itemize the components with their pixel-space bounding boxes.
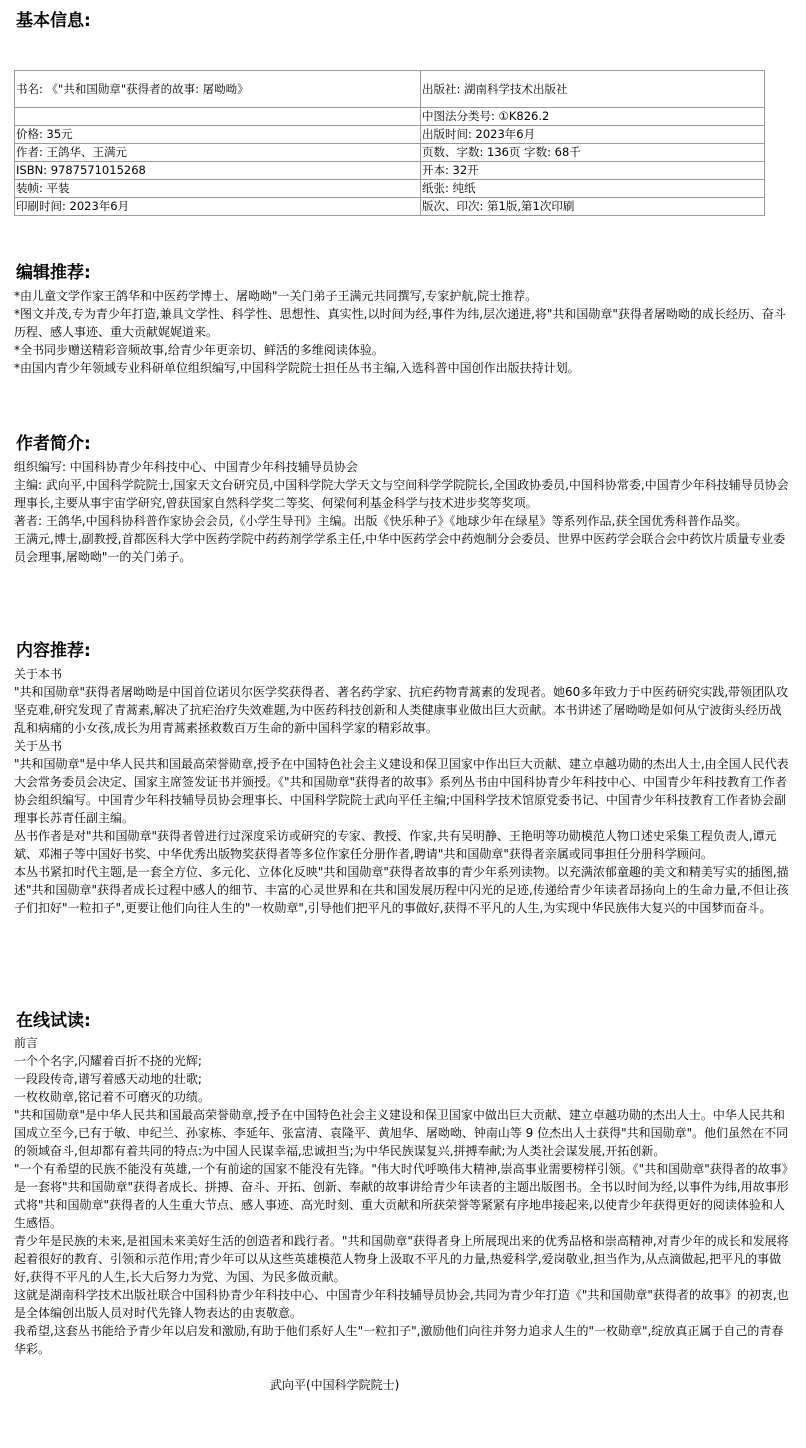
author-intro-body <box>14 458 790 566</box>
table-cell: 版次、印次: 第1版,第1次印刷 <box>421 198 765 216</box>
content-recommend-title: 内容推荐: <box>16 641 91 661</box>
paragraph: 著者: 王鸽华,中国科协科普作家协会会员,《小学生导刊》主编。出版《快乐种子》《地球少年在绿星》等系列作品,获全国优秀科普作品奖。 <box>14 514 748 528</box>
signature: 武向平(中国科学院院士) <box>270 1378 400 1392</box>
table-row <box>15 162 765 180</box>
table-cell: 书名: 《"共和国勋章"获得者的故事: 屠呦呦》 <box>15 71 421 108</box>
paragraph: 一个个名字,闪耀着百折不挠的光辉; <box>14 1054 202 1068</box>
table-row <box>15 126 765 144</box>
paragraph: 一枚枚勋章,铭记着不可磨灭的功绩。 <box>14 1090 210 1104</box>
paragraph: *由国内青少年领域专业科研单位组织编写,中国科学院院士担任丛书主编,入选科普中国创作出版扶持计划。 <box>14 361 580 375</box>
table-cell: 页数、字数: 136页 字数: 68千 <box>421 144 765 162</box>
paragraph: "共和国勋章"是中华人民共和国最高荣誉勋章,授予在中国特色社会主义建设和保卫国家中做出巨大贡献、建立卓越功勋的杰出人士。中华人民共和国成立至今,已有于敏、申纪兰、孙家栋、李延年、张富清、袁隆平、黄旭华、屠呦呦、钟南山等 9 位杰出人士获得"共和国勋章"。他们虽然在不同的领域奋斗,但却都有着共同的特点:为中国人民谋幸福,忠诚担当;为中华民族谋复兴,拼搏奉献;为人类社会谋发展,开拓创新。 <box>14 1108 789 1158</box>
table-cell: 中图法分类号: ①K826.2 <box>421 108 765 126</box>
paragraph: 组织编写: 中国科协青少年科技中心、中国青少年科技辅导员协会 <box>14 460 358 474</box>
table-row <box>15 180 765 198</box>
table-row <box>15 198 765 216</box>
editor-recommend-body <box>14 287 790 377</box>
paragraph: 前言 <box>14 1036 39 1050</box>
table-cell <box>15 108 421 126</box>
author-intro-title: 作者简介: <box>16 434 91 454</box>
table-cell: 开本: 32开 <box>421 162 765 180</box>
paragraph: 关于丛书 <box>14 739 63 753</box>
paragraph: 关于本书 <box>14 667 63 681</box>
table-cell: 作者: 王鸽华、王满元 <box>15 144 421 162</box>
paragraph: "共和国勋章"获得者屠呦呦是中国首位诺贝尔医学奖获得者、著名药学家、抗疟药物青蒿素的发现者。她60多年致力于中医药研究实践,带领团队攻坚克难,研究发现了青蒿素,解决了抗疟治疗失效难题,为中医药科技创新和人类健康事业做出巨大贡献。本书讲述了屠呦呦是如何从宁波街头经历战乱和病痛的小女孩,成长为用青蒿素拯救数百万生命的新中国科学家的精彩故事。 <box>14 685 789 735</box>
paragraph: 王满元,博士,副教授,首都医科大学中医药学院中药药剂学学系主任,中华中医药学会中药炮制分会委员、世界中医药学会联合会中药饮片质量专业委员会理事,屠呦呦"一的关门弟子。 <box>14 532 786 564</box>
editor-recommend-title: 编辑推荐: <box>16 263 91 283</box>
table-cell: 出版时间: 2023年6月 <box>421 126 765 144</box>
table-row <box>15 71 765 108</box>
table-row <box>15 144 765 162</box>
paragraph: 我希望,这套丛书能给予青少年以启发和激励,有助于他们系好人生"一粒扣子",激励他们向往并努力追求人生的"一枚勋章",绽放真正属于自己的青春华彩。 <box>14 1324 784 1356</box>
paragraph: 丛书作者是对"共和国勋章"获得者曾进行过深度采访或研究的专家、教授、作家,共有吴明静、王艳明等功勋模范人物口述史采集工程负责人,谭元斌、邓湘子等中国好书奖、中华优秀出版物奖获得者等多位作家任分册作者,聘请"共和国勋章"获得者亲属或同事担任分册科学顾问。 <box>14 829 777 861</box>
table-cell: 装帧: 平装 <box>15 180 421 198</box>
content-recommend-body <box>14 665 790 917</box>
table-cell: 价格: 35元 <box>15 126 421 144</box>
basic-info-table <box>14 70 765 216</box>
paragraph: "一个有希望的民族不能没有英雄,一个有前途的国家不能没有先锋。"伟大时代呼唤伟大精神,崇高事业需要榜样引领。《"共和国勋章"获得者的故事》是一套将"共和国勋章"获得者成长、拼搏、奋斗、开拓、创新、奉献的故事讲给青少年读者的主题出版图书。全书以时间为经,以事件为纬,用故事形式将"共和国勋章"获得者的人生重大节点、感人事迹、高光时刻、重大贡献和所获荣誉等紧紧有序地串接起来,以使青少年获得更好的阅读体验和人生感悟。 <box>14 1162 789 1230</box>
paragraph: 一段段传奇,谱写着感天动地的壮歌; <box>14 1072 202 1086</box>
basic-info-title: 基本信息: <box>16 11 91 31</box>
online-trial-body <box>14 1034 790 1358</box>
paragraph: *全书同步赠送精彩音频故事,给青少年更亲切、鲜活的多维阅读体验。 <box>14 343 384 357</box>
paragraph: *由儿童文学作家王鸽华和中医药学博士、屠呦呦"一关门弟子王满元共同撰写,专家护航,院士推荐。 <box>14 289 538 303</box>
paragraph: 主编: 武向平,中国科学院院士,国家天文台研究员,中国科学院大学天文与空间科学学院院长,全国政协委员,中国科协常委,中国青少年科技辅导员协会理事长,主要从事宇宙学研究,曾获国家自然科学奖二等奖、何梁何利基金科学与技术进步奖等奖项。 <box>14 478 789 510</box>
online-trial-title: 在线试读: <box>16 1011 91 1031</box>
table-cell: ISBN: 9787571015268 <box>15 162 421 180</box>
paragraph: *图文并茂,专为青少年打造,兼具文学性、科学性、思想性、真实性,以时间为经,事件为纬,层次递进,将"共和国勋章"获得者屠呦呦的成长经历、奋斗历程、感人事迹、重大贡献娓娓道来。 <box>14 307 786 339</box>
paragraph: "共和国勋章"是中华人民共和国最高荣誉勋章,授予在中国特色社会主义建设和保卫国家中作出巨大贡献、建立卓越功勋的杰出人士,由全国人民代表大会常务委员会决定、国家主席签发证书并颁授。《"共和国勋章"获得者的故事》系列丛书由中国科协青少年科技中心、中国青少年科技教育工作者协会组织编写。中国青少年科技辅导员协会理事长、中国科学院院士武向平任主编;中国科学技术馆原党委书记、中国青少年科技教育工作者协会副理事长苏青任副主编。 <box>14 757 789 825</box>
table-cell: 印刷时间: 2023年6月 <box>15 198 421 216</box>
table-row <box>15 108 765 126</box>
paragraph: 青少年是民族的未来,是祖国未来美好生活的创造者和践行者。"共和国勋章"获得者身上所展现出来的优秀品格和崇高精神,对青少年的成长和发展将起着很好的教育、引领和示范作用;青少年可以从这些英雄模范人物身上汲取不平凡的力量,热爱科学,爱岗敬业,担当作为,从点滴做起,把平凡的事做好,获得不平凡的人生,长大后努力为党、为国、为民多做贡献。 <box>14 1234 789 1284</box>
table-cell: 纸张: 纯纸 <box>421 180 765 198</box>
table-cell: 出版社: 湖南科学技术出版社 <box>421 71 765 108</box>
paragraph: 这就是湖南科学技术出版社联合中国科协青少年科技中心、中国青少年科技辅导员协会,共同为青少年打造《"共和国勋章"获得者的故事》的初衷,也是全体编创出版人员对时代先锋人物表达的由衷敬意。 <box>14 1288 789 1320</box>
paragraph: 本丛书紧扣时代主题,是一套全方位、多元化、立体化反映"共和国勋章"获得者故事的青少年系列读物。以充满浓郁童趣的美文和精美写实的插图,描述"共和国勋章"获得者成长过程中感人的细节、丰富的心灵世界和在共和国发展历程中闪光的足迹,传递给青少年读者昂扬向上的生命力量,不但让孩子们扣好"一粒扣子",更要让他们向往人生的"一枚勋章",引导他们把平凡的事做好,获得不平凡的人生,为实现中华民族伟大复兴的中国梦而奋斗。 <box>14 865 789 915</box>
